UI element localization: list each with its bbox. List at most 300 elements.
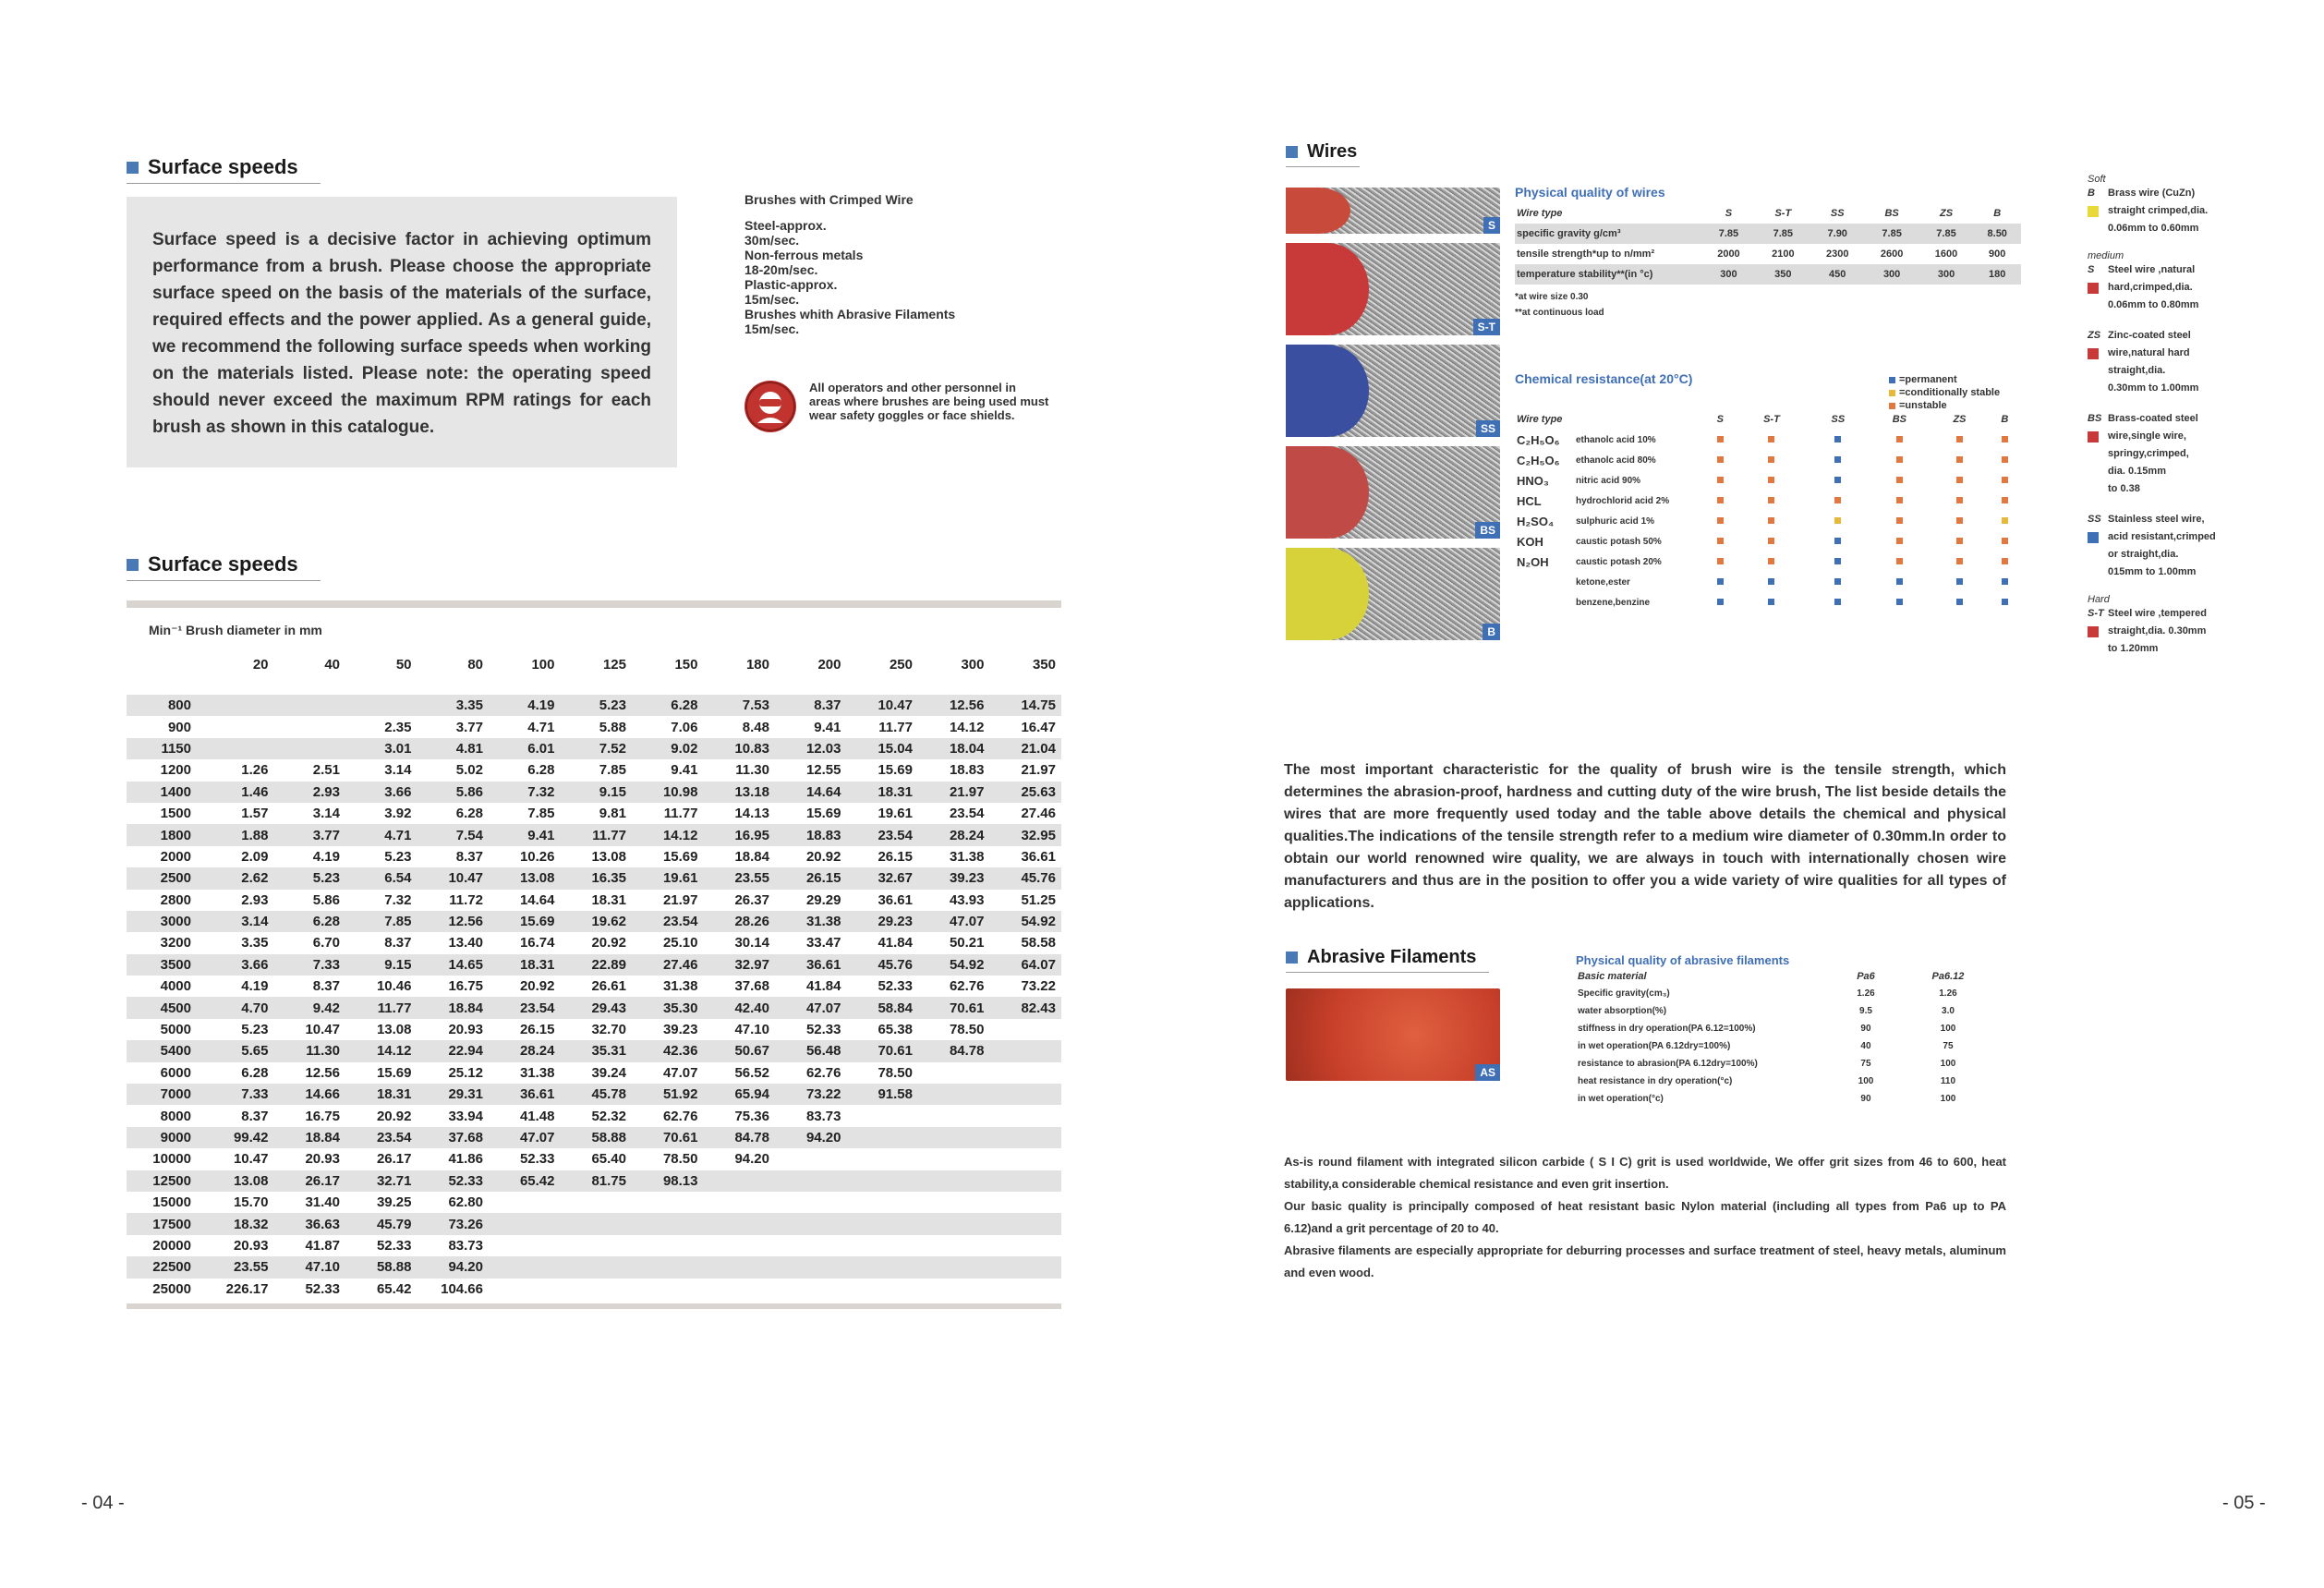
side-text: dia. 0.15mm bbox=[2108, 466, 2166, 477]
speed-cell: 54.92 bbox=[949, 956, 985, 973]
speed-cell: 39.24 bbox=[591, 1064, 626, 1081]
speed-cell: 26.15 bbox=[519, 1022, 555, 1038]
speed-cell: 3.92 bbox=[384, 806, 412, 822]
phys-value: 300 bbox=[1919, 264, 1974, 285]
chem-cell bbox=[1736, 572, 1809, 592]
speed-cell: 58.84 bbox=[878, 1000, 913, 1016]
side-line bbox=[2088, 605, 2272, 623]
table-row bbox=[127, 1170, 1061, 1192]
table-row bbox=[127, 759, 1061, 781]
chem-cell bbox=[1705, 491, 1736, 511]
rpm-cell: 6000 bbox=[160, 1064, 191, 1081]
speed-cell: 3.77 bbox=[312, 827, 340, 843]
side-text: 015mm to 1.00mm bbox=[2108, 566, 2197, 577]
speed-cell: 16.75 bbox=[305, 1108, 340, 1124]
rpm-cell: 1500 bbox=[160, 806, 191, 822]
wire-tag: S bbox=[1483, 217, 1500, 234]
speed-cell: 3.77 bbox=[455, 719, 483, 735]
speed-cell: 25.10 bbox=[662, 935, 698, 952]
speed-cell: 6.70 bbox=[312, 935, 340, 952]
abr-label: resistance to abrasion(PA 6.12dry=100%) bbox=[1578, 1059, 1758, 1069]
speed-cell: 23.54 bbox=[519, 1000, 555, 1016]
speed-cell: 36.61 bbox=[805, 956, 841, 973]
side-line bbox=[2088, 623, 2272, 640]
chem-cell bbox=[1931, 572, 1988, 592]
resistance-marker-icon bbox=[1768, 558, 1774, 564]
resistance-marker-icon bbox=[1956, 497, 1963, 503]
speed-cell: 3.14 bbox=[241, 914, 269, 930]
speed-cell: 4.71 bbox=[384, 827, 412, 843]
speed-cell: 47.07 bbox=[949, 914, 985, 930]
speed-cell: 5.23 bbox=[384, 848, 412, 865]
speed-cell: 20.92 bbox=[805, 848, 841, 865]
table-row bbox=[127, 803, 1061, 824]
abr-row bbox=[1576, 1090, 2001, 1108]
section-bullet-icon bbox=[1286, 952, 1298, 964]
side-line bbox=[2088, 261, 2272, 279]
speed-cell: 2.51 bbox=[312, 762, 340, 779]
crimped-line: Plastic-approx. bbox=[744, 277, 838, 292]
speed-cell: 18.83 bbox=[805, 827, 841, 843]
speed-cell: 8.37 bbox=[312, 978, 340, 995]
side-line bbox=[2088, 327, 2272, 345]
side-marker-column bbox=[2088, 345, 2108, 362]
chem-cell bbox=[1808, 430, 1868, 450]
phys-value: 350 bbox=[1756, 264, 1810, 285]
speed-cell: 19.61 bbox=[878, 806, 913, 822]
side-marker-column bbox=[2088, 445, 2108, 463]
speed-cell: 56.52 bbox=[734, 1064, 769, 1081]
speed-cell: 11.77 bbox=[592, 827, 626, 843]
chem-header-row bbox=[1515, 409, 2021, 430]
side-marker-column bbox=[2088, 279, 2108, 297]
speed-cell: 65.42 bbox=[376, 1280, 412, 1297]
speed-cell: 12.56 bbox=[949, 697, 985, 714]
resistance-marker-icon bbox=[1717, 436, 1724, 442]
abr-value: 100 bbox=[1940, 1024, 1956, 1034]
phys-title: Physical quality of wires bbox=[1515, 185, 1665, 200]
speed-cell: 25.12 bbox=[448, 1064, 483, 1081]
resistance-marker-icon bbox=[1956, 456, 1963, 463]
side-line bbox=[2088, 445, 2272, 463]
speed-cell: 62.76 bbox=[949, 978, 985, 995]
speed-cell: 1.57 bbox=[241, 806, 269, 822]
speed-cell: 6.28 bbox=[671, 697, 698, 714]
resistance-marker-icon bbox=[1717, 517, 1724, 524]
speed-cell: 8.48 bbox=[742, 719, 769, 735]
phys-value: 8.50 bbox=[1973, 224, 2021, 244]
side-swatch-icon bbox=[2088, 348, 2099, 359]
resistance-marker-icon bbox=[1834, 517, 1841, 524]
resistance-marker-icon bbox=[2002, 538, 2008, 544]
abr-row bbox=[1576, 985, 2001, 1002]
rpm-cell: 2800 bbox=[160, 891, 191, 908]
speed-cell: 16.95 bbox=[734, 827, 769, 843]
side-line bbox=[2088, 640, 2272, 658]
legend-label: =permanent bbox=[1899, 374, 1957, 385]
phys-row bbox=[1515, 224, 2021, 244]
table-bottom-rule bbox=[127, 1303, 1061, 1309]
speed-cell: 11.77 bbox=[878, 719, 913, 735]
side-group bbox=[2088, 250, 2272, 314]
speed-cell: 4.19 bbox=[241, 978, 269, 995]
resistance-marker-icon bbox=[1717, 477, 1724, 483]
chem-cell bbox=[1989, 450, 2021, 470]
speed-cell: 52.33 bbox=[305, 1280, 340, 1297]
speed-cell: 73.22 bbox=[805, 1086, 841, 1103]
speed-cell: 9.15 bbox=[384, 956, 412, 973]
chem-cell bbox=[1705, 531, 1736, 552]
phys-value: 2600 bbox=[1880, 249, 1904, 260]
diameter-header: 250 bbox=[889, 656, 913, 673]
speed-cell: 10.83 bbox=[734, 740, 769, 757]
abr-value: 90 bbox=[1860, 1094, 1871, 1104]
speed-cell: 23.55 bbox=[734, 870, 769, 887]
phys-row bbox=[1515, 244, 2021, 264]
speed-cell: 27.46 bbox=[1021, 806, 1056, 822]
abrasive-paragraph: As-is round filament with integrated silicon carbide ( S I C) grit is used worldwide, We offer grit sizes from 46 to 600, heat stability,a considerable chemical resistance and even grit insertion. bbox=[1284, 1155, 2006, 1191]
speed-cell: 42.36 bbox=[662, 1043, 698, 1060]
chem-cell bbox=[1808, 470, 1868, 491]
abrasive-paragraphs bbox=[1284, 1151, 2006, 1284]
speed-cell: 18.32 bbox=[233, 1216, 269, 1232]
chem-formula: H₂SO₄ bbox=[1517, 514, 1555, 528]
speed-cell: 1.46 bbox=[241, 783, 269, 800]
resistance-marker-icon bbox=[1768, 477, 1774, 483]
chem-cell bbox=[1989, 470, 2021, 491]
speed-cell: 13.08 bbox=[591, 848, 626, 865]
speed-cell: 21.04 bbox=[1021, 740, 1056, 757]
side-text: hard,crimped,dia. bbox=[2108, 282, 2193, 293]
brush-hub bbox=[1286, 345, 1369, 437]
speed-cell: 3.14 bbox=[384, 762, 412, 779]
speed-cell: 83.73 bbox=[448, 1237, 483, 1254]
side-line bbox=[2088, 428, 2272, 445]
phys-value: 2100 bbox=[1772, 249, 1795, 260]
chem-cell bbox=[1931, 491, 1988, 511]
speed-cell: 45.76 bbox=[1021, 870, 1056, 887]
chem-cell bbox=[1931, 592, 1988, 612]
side-text: to 1.20mm bbox=[2108, 643, 2159, 654]
speed-cell: 36.63 bbox=[305, 1216, 340, 1232]
rpm-cell: 3500 bbox=[160, 956, 191, 973]
speed-cell: 84.78 bbox=[734, 1130, 769, 1146]
chem-label: benzene,benzine bbox=[1576, 597, 1651, 608]
wire-tag: BS bbox=[1475, 522, 1500, 539]
wire-type-header: B bbox=[1993, 208, 2002, 219]
chem-label: hydrochlorid acid 2% bbox=[1576, 495, 1670, 506]
table-row bbox=[127, 1279, 1061, 1300]
phys-value: 450 bbox=[1810, 264, 1865, 285]
phys-value: 7.85 bbox=[1865, 224, 1919, 244]
chem-row bbox=[1515, 470, 2021, 491]
resistance-marker-icon bbox=[2002, 477, 2008, 483]
speed-cell: 52.33 bbox=[376, 1237, 412, 1254]
table-row bbox=[127, 782, 1061, 803]
speed-cell: 47.10 bbox=[734, 1022, 769, 1038]
speed-cell: 1.88 bbox=[241, 827, 269, 843]
speed-cell: 52.33 bbox=[878, 978, 913, 995]
chem-label: ethanolc acid 10% bbox=[1576, 434, 1656, 445]
speed-cell: 5.88 bbox=[599, 719, 626, 735]
rpm-cell: 4000 bbox=[160, 978, 191, 995]
wire-photo-column bbox=[1286, 188, 1500, 640]
side-text: straight,dia. 0.30mm bbox=[2108, 625, 2207, 636]
speed-cell: 22.94 bbox=[448, 1043, 483, 1060]
diameter-header: 200 bbox=[817, 656, 841, 673]
speed-cell: 70.61 bbox=[878, 1043, 913, 1060]
phys-value: 7.85 bbox=[1756, 224, 1810, 244]
crimped-heading: Brushes with Crimped Wire bbox=[744, 192, 914, 207]
side-marker-column bbox=[2088, 327, 2108, 345]
rpm-cell: 22500 bbox=[152, 1259, 191, 1276]
side-line bbox=[2088, 220, 2272, 237]
speed-cell: 9.42 bbox=[312, 1000, 340, 1016]
chem-cell bbox=[1736, 430, 1809, 450]
speed-cell: 19.62 bbox=[591, 914, 626, 930]
speed-cell: 50.67 bbox=[734, 1043, 769, 1060]
chem-cell bbox=[1989, 430, 2021, 450]
speed-cell: 41.86 bbox=[448, 1151, 483, 1168]
speed-cell: 29.23 bbox=[878, 914, 913, 930]
speed-cell: 3.66 bbox=[384, 783, 412, 800]
side-code: BS bbox=[2088, 413, 2102, 424]
crimped-line: 30m/sec. bbox=[744, 233, 800, 248]
abr-header-row bbox=[1576, 967, 2001, 985]
speed-cell: 65.40 bbox=[591, 1151, 626, 1168]
resistance-marker-icon bbox=[2002, 578, 2008, 585]
side-line bbox=[2088, 528, 2272, 546]
resistance-marker-icon bbox=[1834, 558, 1841, 564]
chem-cell bbox=[1931, 531, 1988, 552]
abr-col-header: Pa6.12 bbox=[1931, 970, 1965, 982]
legend-swatch-icon bbox=[1889, 377, 1895, 383]
side-text: wire,single wire, bbox=[2108, 430, 2186, 442]
wire-type-header: SS bbox=[1830, 208, 1845, 219]
side-line bbox=[2088, 279, 2272, 297]
speed-cell: 41.48 bbox=[519, 1108, 555, 1124]
speed-cell: 11.30 bbox=[735, 762, 769, 779]
speed-cell: 16.47 bbox=[1021, 719, 1056, 735]
speed-cell: 11.77 bbox=[377, 1000, 412, 1016]
wire-photo bbox=[1286, 243, 1500, 335]
speed-cell: 13.08 bbox=[519, 870, 555, 887]
abr-basic-label: Basic material bbox=[1578, 970, 1647, 982]
chem-label: ethanolc acid 80% bbox=[1576, 455, 1656, 466]
side-line bbox=[2088, 345, 2272, 362]
resistance-marker-icon bbox=[1768, 517, 1774, 524]
speed-cell: 8.37 bbox=[814, 697, 841, 714]
speed-cell: 52.32 bbox=[591, 1108, 626, 1124]
speed-cell: 13.18 bbox=[734, 783, 769, 800]
speed-cell: 6.54 bbox=[384, 870, 412, 887]
chem-cell bbox=[1736, 511, 1809, 531]
speed-cell: 7.53 bbox=[742, 697, 769, 714]
wire-type-side-legend bbox=[2088, 174, 2272, 671]
resistance-marker-icon bbox=[1956, 578, 1963, 585]
speed-cell: 5.65 bbox=[241, 1043, 269, 1060]
tensile-paragraph: The most important characteristic for the quality of brush wire is the tensile strength, which determines the abrasion-proof, hardness and cutting duty of the wire brush, The list beside details the wires that are more frequently used today and the table above details the chemical and physical qualities.The indications of the tensile strength refer to a medium wire diameter of 0.30mm.In order to obtain our world renowned wire quality, we are always in touch with internationally chosen wire manufacturers and thus are in the position to offer you a wide variety of wire qualities for all types of applications. bbox=[1284, 762, 2006, 911]
speed-cell: 16.74 bbox=[519, 935, 555, 952]
side-group bbox=[2088, 594, 2272, 658]
speed-cell: 1.26 bbox=[241, 762, 269, 779]
diameter-header: 20 bbox=[252, 656, 269, 673]
wire-type-header: S-T bbox=[1763, 414, 1780, 425]
rpm-cell: 2500 bbox=[160, 870, 191, 887]
speed-cell: 15.69 bbox=[519, 914, 555, 930]
wire-photo bbox=[1286, 548, 1500, 640]
resistance-marker-icon bbox=[1717, 497, 1724, 503]
speed-cell: 5.86 bbox=[455, 783, 483, 800]
wire-type-header: ZS bbox=[1953, 414, 1967, 425]
speed-cell: 33.94 bbox=[448, 1108, 483, 1124]
speed-cell: 7.33 bbox=[312, 956, 340, 973]
chem-row bbox=[1515, 531, 2021, 552]
rpm-cell: 1150 bbox=[161, 740, 191, 757]
table-row bbox=[127, 932, 1061, 953]
abr-label: Specific gravity(cm₃) bbox=[1578, 988, 1670, 999]
phys-label: tensile strength*up to n/mm² bbox=[1517, 249, 1655, 260]
legend-label: =conditionally stable bbox=[1899, 387, 2001, 398]
chem-row bbox=[1515, 430, 2021, 450]
side-marker-column bbox=[2088, 185, 2108, 202]
table-row bbox=[127, 997, 1061, 1018]
chem-label: ketone,ester bbox=[1576, 576, 1630, 588]
speed-cell: 26.15 bbox=[878, 848, 913, 865]
speed-cell: 52.33 bbox=[448, 1172, 483, 1189]
speed-cell: 4.71 bbox=[527, 719, 555, 735]
rpm-cell: 800 bbox=[167, 697, 191, 714]
table-row bbox=[127, 911, 1061, 932]
chem-cell bbox=[1989, 552, 2021, 572]
speed-cell: 56.48 bbox=[805, 1043, 841, 1060]
speed-cell: 20.93 bbox=[448, 1022, 483, 1038]
chem-cell bbox=[1736, 450, 1809, 470]
surface-speed-table bbox=[127, 600, 1061, 1309]
speed-cell: 51.92 bbox=[662, 1086, 698, 1103]
abr-value: 100 bbox=[1940, 1094, 1956, 1104]
abrasive-paragraph: Our basic quality is principally composed of heat resistant basic Nylon material (including all types from Pa6 up to PA 6.12)and a grit percentage of 20 to 40. bbox=[1284, 1199, 2006, 1235]
speed-cell: 10.46 bbox=[376, 978, 412, 995]
speed-cell: 65.38 bbox=[878, 1022, 913, 1038]
speed-cell: 14.64 bbox=[519, 891, 555, 908]
chem-cell bbox=[1705, 592, 1736, 612]
speed-cell: 47.07 bbox=[519, 1130, 555, 1146]
rpm-cell: 3200 bbox=[160, 935, 191, 952]
chem-cell bbox=[1931, 450, 1988, 470]
table-row bbox=[127, 824, 1061, 845]
speed-cell: 28.24 bbox=[949, 827, 985, 843]
side-code: S bbox=[2088, 264, 2095, 275]
resistance-marker-icon bbox=[2002, 599, 2008, 605]
brush-hub bbox=[1286, 548, 1369, 640]
side-marker-column bbox=[2088, 546, 2108, 564]
abrasive-tag: AS bbox=[1475, 1064, 1500, 1081]
side-line bbox=[2088, 564, 2272, 581]
chem-title: Chemical resistance(at 20°C) bbox=[1515, 371, 1693, 386]
rpm-cell: 4500 bbox=[160, 1000, 191, 1016]
speed-cell: 3.35 bbox=[241, 935, 269, 952]
resistance-marker-icon bbox=[2002, 456, 2008, 463]
crimped-line: 15m/sec. bbox=[744, 321, 800, 336]
side-line bbox=[2088, 362, 2272, 380]
speed-cell: 64.07 bbox=[1021, 956, 1056, 973]
speed-cell: 12.56 bbox=[305, 1064, 340, 1081]
speed-cell: 18.83 bbox=[949, 762, 985, 779]
speed-cell: 15.04 bbox=[878, 740, 913, 757]
diameter-header: 80 bbox=[467, 656, 483, 673]
speed-cell: 23.54 bbox=[949, 806, 985, 822]
speed-cell: 7.85 bbox=[527, 806, 555, 822]
side-group bbox=[2088, 174, 2272, 237]
resistance-marker-icon bbox=[1896, 538, 1903, 544]
side-text: springy,crimped, bbox=[2108, 448, 2189, 459]
side-line bbox=[2088, 511, 2272, 528]
diameter-header: 100 bbox=[531, 656, 555, 673]
speed-cell: 18.31 bbox=[519, 956, 555, 973]
side-category: Soft bbox=[2088, 174, 2106, 185]
resistance-marker-icon bbox=[1896, 558, 1903, 564]
speed-cell: 62.76 bbox=[805, 1064, 841, 1081]
speed-cell: 52.33 bbox=[805, 1022, 841, 1038]
resistance-marker-icon bbox=[1896, 477, 1903, 483]
side-line bbox=[2088, 410, 2272, 428]
speed-cell: 14.12 bbox=[376, 1043, 412, 1060]
speed-cell: 10.47 bbox=[448, 870, 483, 887]
side-text: acid resistant,crimped bbox=[2108, 531, 2216, 542]
phys-value: 7.90 bbox=[1810, 224, 1865, 244]
speed-cell: 28.26 bbox=[734, 914, 769, 930]
chem-cell bbox=[1736, 470, 1809, 491]
speed-cell: 8.37 bbox=[241, 1108, 269, 1124]
rpm-cell: 20000 bbox=[152, 1237, 191, 1254]
abr-value: 3.0 bbox=[1942, 1006, 1955, 1016]
side-marker-column bbox=[2088, 463, 2108, 480]
speed-cell: 78.50 bbox=[878, 1064, 913, 1081]
wire-type-label: Wire type bbox=[1517, 208, 1563, 219]
speed-cell: 18.84 bbox=[305, 1130, 340, 1146]
speed-cell: 3.66 bbox=[241, 956, 269, 973]
chem-formula: N₂OH bbox=[1517, 554, 1549, 569]
abr-row bbox=[1576, 1073, 2001, 1090]
table-row bbox=[127, 738, 1061, 759]
diameter-header: 150 bbox=[674, 656, 698, 673]
chem-cell bbox=[1705, 430, 1736, 450]
chem-cell bbox=[1705, 470, 1736, 491]
speed-cell: 32.71 bbox=[376, 1172, 412, 1189]
speed-cell: 12.56 bbox=[448, 914, 483, 930]
table-row bbox=[127, 1019, 1061, 1040]
diameter-header: 50 bbox=[395, 656, 412, 673]
speed-cell: 9.15 bbox=[599, 783, 626, 800]
speed-cell: 9.41 bbox=[814, 719, 841, 735]
speed-cell: 18.84 bbox=[448, 1000, 483, 1016]
rpm-cell: 3000 bbox=[160, 914, 191, 930]
table-row bbox=[127, 1084, 1061, 1105]
diameter-header: 125 bbox=[602, 656, 626, 673]
phys-value: 7.85 bbox=[1701, 224, 1756, 244]
phys-header-row bbox=[1515, 203, 2021, 224]
rpm-cell: 25000 bbox=[152, 1280, 191, 1297]
chem-cell bbox=[1808, 511, 1868, 531]
speed-cell: 78.50 bbox=[949, 1022, 985, 1038]
speed-cell: 14.13 bbox=[734, 806, 769, 822]
speed-cell: 50.21 bbox=[949, 935, 985, 952]
rpm-cell: 900 bbox=[167, 719, 191, 735]
speed-cell: 31.40 bbox=[305, 1194, 340, 1211]
speed-cell: 14.66 bbox=[305, 1086, 340, 1103]
brush-hub bbox=[1286, 188, 1350, 234]
